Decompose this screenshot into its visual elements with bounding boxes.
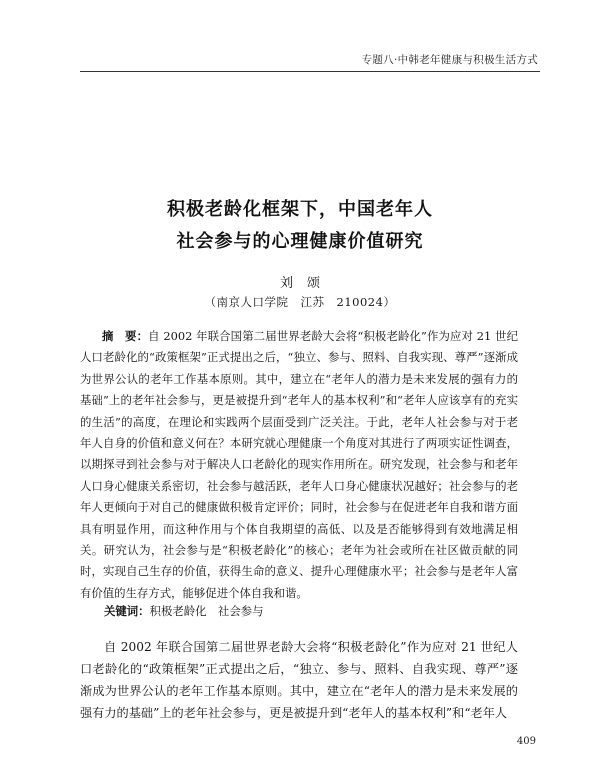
- author-affiliation: （南京人口学院 江苏 210024）: [204, 295, 396, 309]
- abstract: [80, 326, 518, 604]
- keywords-label: 关键词：: [104, 604, 150, 618]
- article-title-line-2: 社会参与的心理健康价值研究: [176, 231, 424, 252]
- article-title-line-1: 积极老龄化框架下，中国老年人: [167, 199, 433, 220]
- author-name: 刘颂: [279, 276, 334, 291]
- body-paragraph: 自 2002 年联合国第二届世界老龄大会将“积极老龄化”作为应对 21 世纪人口老龄化的“政策框架”正式提出之后，“独立、参与、照料、自我实现、尊严”逐渐成为世界公认的老年工作基本原则。其中，建立在“老年人的潜力是未来发展的强有力的基础”上的老年社会参与，更是被提升到“老年人的基本权利”和“老年人: [80, 640, 518, 720]
- keywords-text: 积极老龄化 社会参与: [149, 604, 264, 618]
- page-number: 409: [516, 736, 536, 747]
- abstract-label: 摘 要：: [102, 329, 149, 343]
- running-header: 专题八·中韩老年健康与积极生活方式: [361, 54, 538, 66]
- keywords: [104, 603, 264, 619]
- abstract-text: 自 2002 年联合国第二届世界老龄大会将“积极老龄化”作为应对 21 世纪人口老龄化的“政策框架”正式提出之后，“独立、参与、照料、自我实现、尊严”逐渐成为世界公认的老年工作基本原则。其中，建立在“老年人的潜力是未来发展的强有力的基础”上的老年社会参与，更是被提升到“老年人的基本权利”和“老年人应该享有的充实的生活”的高度，在理论和实践两个层面受到广泛关注。于此，老年人社会参与对于老年人自身的价值和意义何在？本研究就心理健康一个角度对其进行了两项实证性调查，以期探寻到社会参与对于解决人口老龄化的现实作用所在。研究发现，社会参与和老年人口身心健康关系密切，社会参与越活跃，老年人口身心健康状况越好；社会参与的老年人更倾向于对自己的健康做积极肯定评价；同时，社会参与在促进老年自我和谐方面具有明显作用，而这种作用与个体自我期望的高低、以及是否能够得到有效地满足相关。研究认为，社会参与是“积极老龄化”的核心；老年为社会或所在社区做贡献的同时，实现自己生存的价值，获得生命的意义、提升心理健康水平；社会参与是老年人富有价值的生存方式，能够促进个体自我和谐。: [80, 329, 518, 600]
- header-rule: [80, 71, 540, 72]
